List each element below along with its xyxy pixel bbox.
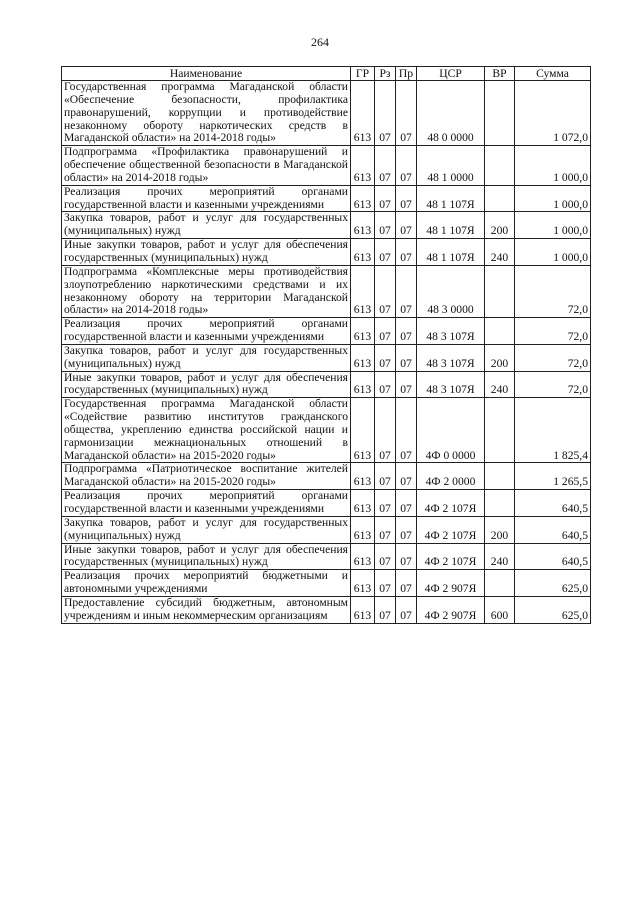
cell-vr	[485, 81, 515, 146]
cell-csr: 48 1 107Я	[417, 239, 485, 266]
cell-rz: 07	[375, 570, 396, 597]
cell-rz: 07	[375, 185, 396, 212]
cell-sum: 1 000,0	[515, 212, 591, 239]
cell-vr	[485, 318, 515, 345]
cell-sum: 1 825,4	[515, 398, 591, 463]
cell-pr: 07	[396, 212, 417, 239]
table-row	[62, 516, 591, 543]
cell-name: Государственная программа Магаданской области «Содействие развитию институтов гражданского общества, укреплению единства российской нации и гармонизации межнациональных отношений в Магаданской области» на 2015-2020 годы»	[62, 398, 351, 463]
cell-sum: 1 265,5	[515, 463, 591, 490]
cell-pr: 07	[396, 463, 417, 490]
cell-rz: 07	[375, 596, 396, 623]
cell-gr: 613	[351, 344, 375, 371]
cell-rz: 07	[375, 344, 396, 371]
cell-csr: 48 0 0000	[417, 81, 485, 146]
cell-sum: 625,0	[515, 596, 591, 623]
cell-name: Подпрограмма «Патриотическое воспитание жителей Магаданской области» на 2015-2020 годы»	[62, 463, 351, 490]
header-gr: ГР	[351, 67, 375, 81]
cell-name: Иные закупки товаров, работ и услуг для обеспечения государственных (муниципальных) нужд	[62, 543, 351, 570]
cell-sum: 1 072,0	[515, 81, 591, 146]
cell-sum: 640,5	[515, 516, 591, 543]
table-row	[62, 212, 591, 239]
cell-csr: 48 1 0000	[417, 146, 485, 186]
cell-sum: 1 000,0	[515, 185, 591, 212]
cell-vr	[485, 570, 515, 597]
cell-gr: 613	[351, 516, 375, 543]
cell-pr: 07	[396, 596, 417, 623]
cell-vr: 240	[485, 371, 515, 398]
cell-name: Реализация прочих мероприятий бюджетными и автономными учреждениями	[62, 570, 351, 597]
cell-sum: 640,5	[515, 543, 591, 570]
cell-csr: 4Ф 2 107Я	[417, 490, 485, 517]
cell-csr: 48 3 107Я	[417, 344, 485, 371]
cell-vr: 600	[485, 596, 515, 623]
header-rz: Рз	[375, 67, 396, 81]
cell-rz: 07	[375, 81, 396, 146]
cell-csr: 4Ф 2 907Я	[417, 596, 485, 623]
table-row	[62, 490, 591, 517]
cell-vr	[485, 463, 515, 490]
cell-vr	[485, 398, 515, 463]
cell-sum: 72,0	[515, 318, 591, 345]
cell-pr: 07	[396, 239, 417, 266]
cell-csr: 4Ф 2 907Я	[417, 570, 485, 597]
table-row	[62, 265, 591, 317]
cell-csr: 48 1 107Я	[417, 185, 485, 212]
cell-gr: 613	[351, 463, 375, 490]
cell-name: Предоставление субсидий бюджетным, автономным учреждениям и иным некоммерческим организациям	[62, 596, 351, 623]
cell-csr: 4Ф 0 0000	[417, 398, 485, 463]
table-row	[62, 543, 591, 570]
cell-vr	[485, 490, 515, 517]
cell-name: Иные закупки товаров, работ и услуг для обеспечения государственных (муниципальных) нужд	[62, 239, 351, 266]
cell-rz: 07	[375, 239, 396, 266]
cell-rz: 07	[375, 463, 396, 490]
cell-pr: 07	[396, 371, 417, 398]
cell-csr: 4Ф 2 107Я	[417, 516, 485, 543]
cell-pr: 07	[396, 543, 417, 570]
cell-pr: 07	[396, 490, 417, 517]
cell-csr: 48 3 107Я	[417, 371, 485, 398]
table-row	[62, 185, 591, 212]
cell-name: Закупка товаров, работ и услуг для государственных (муниципальных) нужд	[62, 344, 351, 371]
cell-gr: 613	[351, 570, 375, 597]
cell-pr: 07	[396, 146, 417, 186]
table-row	[62, 344, 591, 371]
cell-gr: 613	[351, 146, 375, 186]
cell-name: Реализация прочих мероприятий органами государственной власти и казенными учреждениями	[62, 490, 351, 517]
header-vr: ВР	[485, 67, 515, 81]
cell-sum: 72,0	[515, 371, 591, 398]
table-row	[62, 318, 591, 345]
cell-vr: 200	[485, 344, 515, 371]
cell-name: Реализация прочих мероприятий органами государственной власти и казенными учреждениями	[62, 318, 351, 345]
table-row	[62, 463, 591, 490]
cell-sum: 72,0	[515, 265, 591, 317]
cell-rz: 07	[375, 516, 396, 543]
cell-vr: 240	[485, 543, 515, 570]
cell-pr: 07	[396, 265, 417, 317]
cell-pr: 07	[396, 81, 417, 146]
table-row	[62, 146, 591, 186]
header-csr: ЦСР	[417, 67, 485, 81]
cell-pr: 07	[396, 185, 417, 212]
cell-sum: 1 000,0	[515, 146, 591, 186]
cell-name: Реализация прочих мероприятий органами государственной власти и казенными учреждениями	[62, 185, 351, 212]
cell-gr: 613	[351, 596, 375, 623]
cell-gr: 613	[351, 543, 375, 570]
cell-gr: 613	[351, 318, 375, 345]
cell-vr	[485, 265, 515, 317]
cell-csr: 4Ф 2 107Я	[417, 543, 485, 570]
cell-rz: 07	[375, 265, 396, 317]
cell-gr: 613	[351, 81, 375, 146]
cell-gr: 613	[351, 371, 375, 398]
cell-pr: 07	[396, 318, 417, 345]
budget-table	[61, 66, 591, 624]
cell-name: Подпрограмма «Профилактика правонарушений и обеспечение общественной безопасности в Магаданской области» на 2014-2018 годы»	[62, 146, 351, 186]
table-row	[62, 596, 591, 623]
table-row	[62, 81, 591, 146]
cell-name: Государственная программа Магаданской области «Обеспечение безопасности, профилактика правонарушений, коррупции и противодействие незаконному обороту наркотических средств в Магаданской области» на 2014-2018 годы»	[62, 81, 351, 146]
header-name: Наименование	[62, 67, 351, 81]
cell-gr: 613	[351, 490, 375, 517]
cell-pr: 07	[396, 516, 417, 543]
cell-vr	[485, 185, 515, 212]
cell-sum: 640,5	[515, 490, 591, 517]
cell-gr: 613	[351, 239, 375, 266]
cell-rz: 07	[375, 371, 396, 398]
cell-rz: 07	[375, 212, 396, 239]
cell-vr: 240	[485, 239, 515, 266]
table-row	[62, 371, 591, 398]
header-sum: Сумма	[515, 67, 591, 81]
table-body	[62, 81, 591, 624]
table-row	[62, 570, 591, 597]
cell-pr: 07	[396, 570, 417, 597]
page-number: 264	[311, 35, 329, 49]
cell-rz: 07	[375, 490, 396, 517]
cell-vr: 200	[485, 516, 515, 543]
cell-csr: 48 1 107Я	[417, 212, 485, 239]
cell-csr: 4Ф 2 0000	[417, 463, 485, 490]
cell-name: Закупка товаров, работ и услуг для государственных (муниципальных) нужд	[62, 516, 351, 543]
cell-sum: 72,0	[515, 344, 591, 371]
cell-gr: 613	[351, 185, 375, 212]
cell-csr: 48 3 107Я	[417, 318, 485, 345]
cell-rz: 07	[375, 398, 396, 463]
cell-rz: 07	[375, 318, 396, 345]
cell-name: Подпрограмма «Комплексные меры противодействия злоупотреблению наркотическими средствами и их незаконному обороту на территории Магаданской области» на 2014-2018 годы»	[62, 265, 351, 317]
cell-gr: 613	[351, 398, 375, 463]
cell-gr: 613	[351, 212, 375, 239]
cell-pr: 07	[396, 398, 417, 463]
cell-sum: 625,0	[515, 570, 591, 597]
cell-name: Иные закупки товаров, работ и услуг для обеспечения государственных (муниципальных) нужд	[62, 371, 351, 398]
table-row	[62, 398, 591, 463]
cell-rz: 07	[375, 146, 396, 186]
table-row	[62, 239, 591, 266]
cell-vr: 200	[485, 212, 515, 239]
header-pr: Пр	[396, 67, 417, 81]
cell-pr: 07	[396, 344, 417, 371]
cell-vr	[485, 146, 515, 186]
table-header-row	[62, 67, 591, 81]
cell-sum: 1 000,0	[515, 239, 591, 266]
cell-name: Закупка товаров, работ и услуг для государственных (муниципальных) нужд	[62, 212, 351, 239]
cell-gr: 613	[351, 265, 375, 317]
cell-csr: 48 3 0000	[417, 265, 485, 317]
cell-rz: 07	[375, 543, 396, 570]
